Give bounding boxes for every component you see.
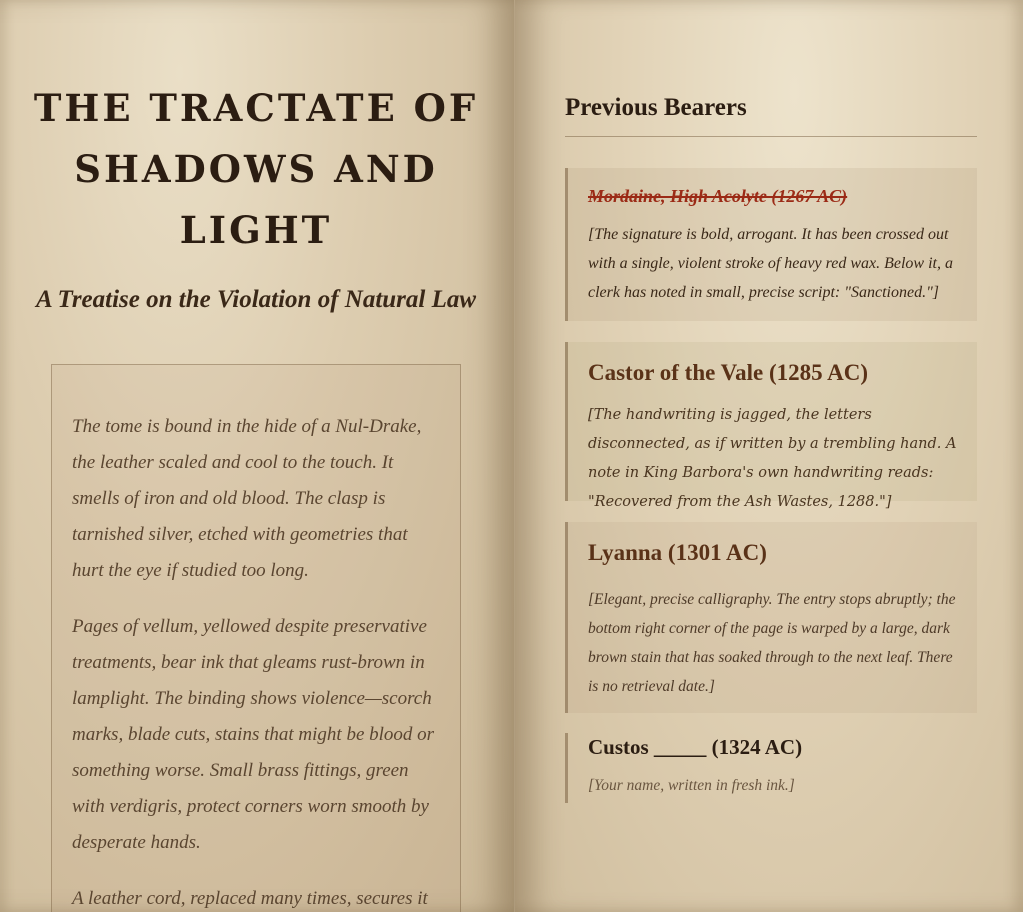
bearer-note: [The handwriting is jagged, the letters disconnected, as if written by a trembling hand. A note in King Barbora's own handwriting reads: "Recovered from the Ash Wastes, 1288."]	[588, 407, 957, 510]
book-title: THE TRACTATE OF SHADOWS AND LIGHT	[33, 86, 479, 252]
description-box	[51, 364, 461, 912]
heading-divider	[565, 136, 977, 137]
bearer-entry-custos[interactable]	[565, 733, 977, 803]
bearer-note: [Elegant, precise calligraphy. The entry stops abruptly; the bottom right corner of the page is warped by a large, dark brown stain that has soaked through to the next leaf. There is no retrieval date.]	[588, 591, 956, 695]
bearer-note-placeholder[interactable]: [Your name, written in fresh ink.]	[588, 777, 795, 794]
bearer-name-struck: Mordaine, High Acolyte (1267 AC)	[588, 186, 848, 206]
bearer-entry-castor	[565, 342, 977, 510]
book-subtitle: A Treatise on the Violation of Natural Law	[35, 286, 477, 313]
bearer-name: Custos _____ (1324 AC)	[588, 735, 803, 759]
bearer-name: Castor of the Vale (1285 AC)	[588, 360, 869, 385]
description-paragraph: The tome is bound in the hide of a Nul-Drake, the leather scaled and cool to the touch. It smells of iron and old blood. The clasp is tarnished silver, etched with geometries that hurt the eye if studied too long.	[72, 416, 422, 581]
bearer-note: [The signature is bold, arrogant. It has been crossed out with a single, violent stroke of heavy red wax. Below it, a clerk has noted in small, precise script: "Sanctioned."]	[588, 226, 953, 301]
description-paragraph: A leather cord, replaced many times, secures it	[72, 888, 428, 909]
bearer-entry-lyanna	[565, 522, 977, 713]
previous-bearers-heading: Previous Bearers	[565, 94, 747, 121]
description-paragraph: Pages of vellum, yellowed despite preservative treatments, bear ink that gleams rust-brown in lamplight. The binding shows violence—scorch marks, blade cuts, stains that might be blood or something worse. Small brass fittings, green with verdigris, protect corners worn smooth by desperate hands.	[72, 616, 435, 853]
bearer-name: Lyanna (1301 AC)	[588, 540, 767, 565]
bearer-entry-mordaine	[565, 168, 977, 321]
